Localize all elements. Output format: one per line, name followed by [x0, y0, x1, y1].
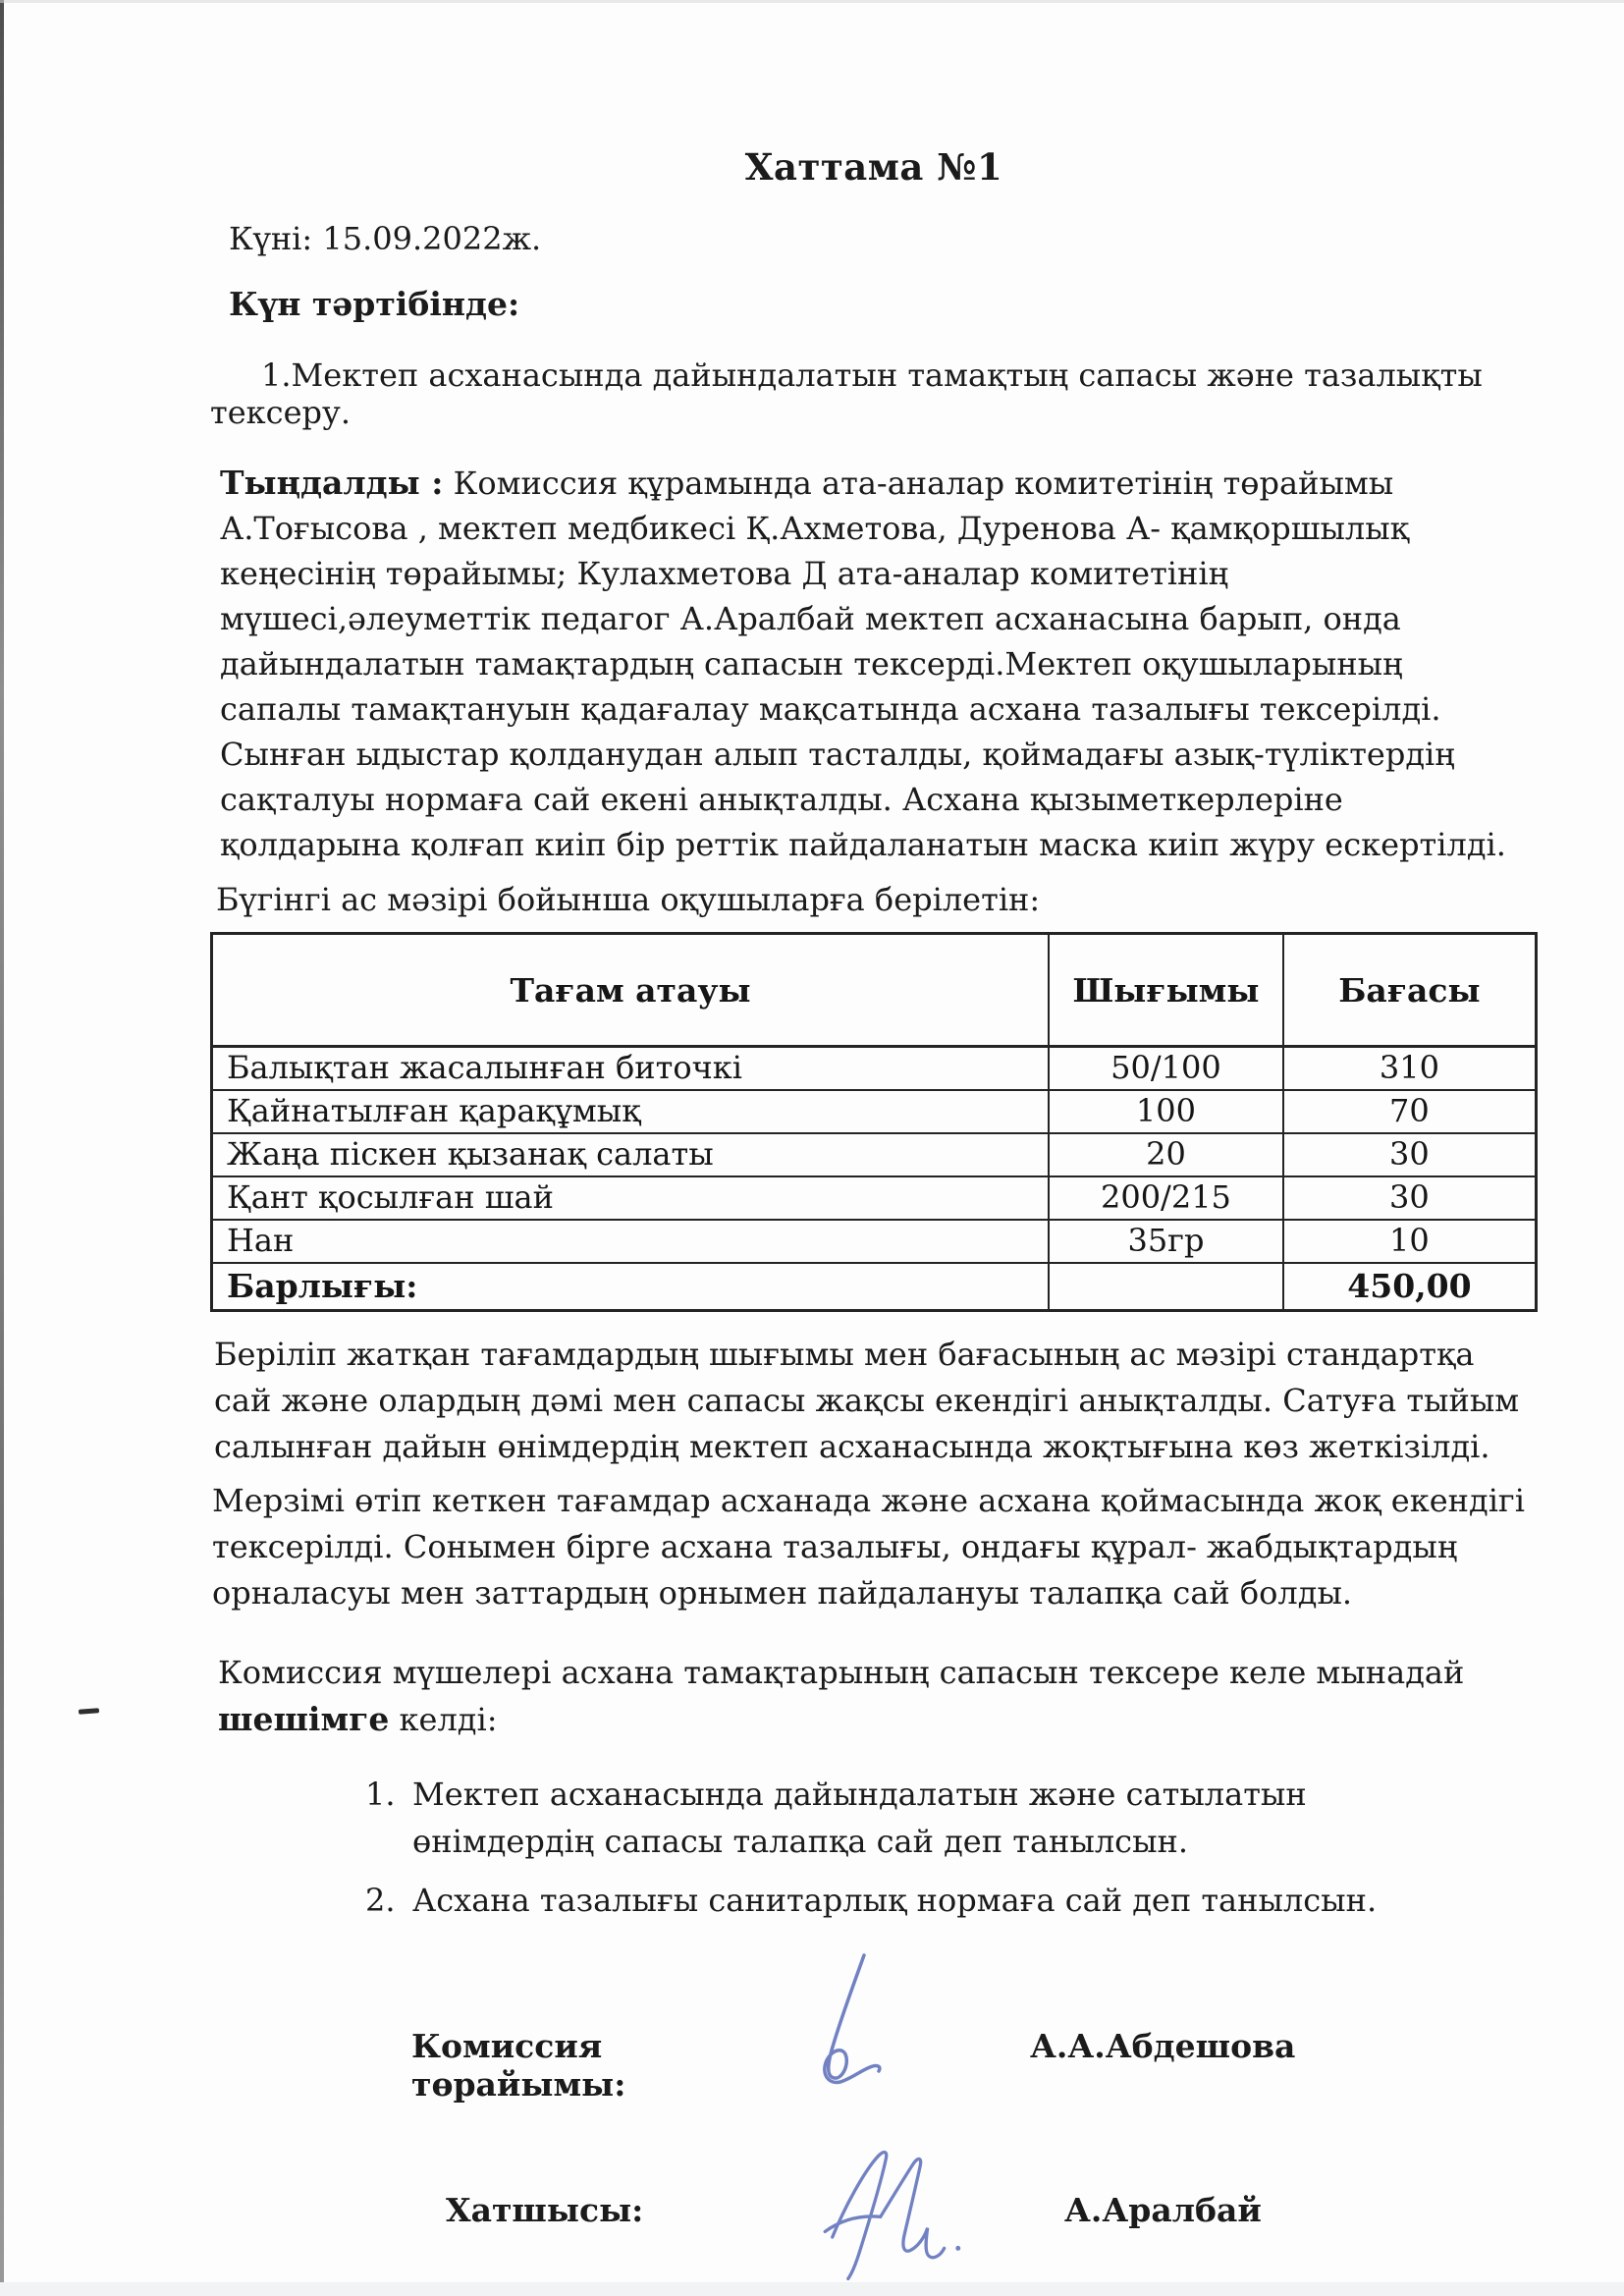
signature-stroke	[780, 1949, 907, 2097]
header-price: Бағасы	[1283, 934, 1537, 1047]
decision-intro-suffix: келді:	[399, 1701, 498, 1738]
signature-label: Комиссия төрайымы:	[411, 2027, 626, 2104]
list-item-text: Асхана тазалығы санитарлық нормаға сай деп танылсын.	[412, 1882, 1378, 1919]
dish-cell: Балықтан жасалынған биточкі	[212, 1047, 1050, 1091]
price-cell: 10	[1283, 1220, 1537, 1263]
header-output: Шығымы	[1049, 934, 1283, 1047]
decision-intro-bold: шешімге	[218, 1700, 390, 1738]
price-cell: 30	[1283, 1176, 1537, 1220]
menu-table	[210, 932, 1538, 1312]
price-cell: 310	[1283, 1047, 1537, 1091]
menu-intro: Бүгінгі ас мәзірі бойынша оқушыларға берілетін:	[216, 881, 1041, 918]
handwritten-signature-icon	[745, 2018, 1030, 2057]
output-cell: 20	[1049, 1133, 1283, 1176]
decision-intro-prefix: Комиссия мүшелері асхана тамақтарының сапасын тексере келе мынадай	[218, 1654, 1465, 1691]
signature-label: Хатшысы:	[446, 2191, 644, 2229]
agenda-heading: Күн тәртібінде:	[229, 285, 520, 323]
decision-intro	[218, 1650, 1530, 1743]
heard-text: Комиссия құрамында ата-аналар комитетінің төрайымы А.Тоғысова , мектеп медбикесі Қ.Ахметова, Дуренова А- қамқоршылық кеңесінің төрайымы; Кулахметова Д ата-аналар комитетінің мүшесі,әлеуметтік педагог А.Аралбай мектеп асханасына барып, онда дайындалатын тамақтардың сапасын тексерді.Мектеп оқушыларының сапалы тамақтануын қадағалау мақсатында асхана тазалығы тексерілді. Сынған ыдыстар қолданудан алып тасталды, қоймадағы азық-түліктердің сақталуы нормаға сай екені анықталды. Асхана қызыметкерлеріне қолдарына қолғап киіп бір реттік пайдаланатын маска киіп жүру ескертілді.	[220, 465, 1506, 863]
price-cell: 70	[1283, 1090, 1537, 1133]
total-price-cell: 450,00	[1283, 1263, 1537, 1311]
signature-row-secretary	[446, 2182, 1538, 2229]
table-row	[212, 1090, 1537, 1133]
scan-left-edge-artifact	[0, 0, 4, 2296]
list-item	[365, 1877, 1538, 1924]
menu-table-header	[212, 934, 1537, 1047]
scan-bottom-edge-artifact	[0, 2282, 1624, 2296]
decision-list	[210, 1771, 1538, 1924]
signature-name: А.Аралбай	[1064, 2191, 1262, 2229]
findings-paragraph-expiry: Мерзімі өтіп кеткен тағамдар асханада және асхана қоймасында жоқ екендігі тексерілді. Сонымен бірге асхана тазалығы, ондағы құрал- жабдықтардың орналасуы мен заттардың орнымен пайдалануы талапқа сай болды.	[212, 1482, 1525, 1612]
table-row	[212, 1220, 1537, 1263]
output-cell: 100	[1049, 1090, 1283, 1133]
output-cell: 200/215	[1049, 1176, 1283, 1220]
agenda-item: 1.Мектеп асханасында дайындалатын тамақтың сапасы және тазалықты тексеру.	[210, 356, 1483, 431]
output-cell: 50/100	[1049, 1047, 1283, 1091]
list-item-text: Мектеп асханасында дайындалатын және сатылатын өнімдердің сапасы талапқа сай деп танылсын.	[412, 1776, 1307, 1860]
header-dish: Тағам атауы	[212, 934, 1050, 1047]
table-row	[212, 1133, 1537, 1176]
total-output-cell	[1049, 1263, 1283, 1311]
table-row	[212, 1176, 1537, 1220]
handwritten-signature-icon	[780, 2182, 1064, 2221]
dish-cell: Нан	[212, 1220, 1050, 1263]
dish-cell: Жаңа піскен қызанақ салаты	[212, 1133, 1050, 1176]
heard-label: Тыңдалды :	[220, 464, 444, 502]
heard-paragraph	[220, 461, 1532, 867]
signature-row-chairwoman	[411, 2018, 1538, 2104]
table-total-row	[212, 1263, 1537, 1311]
list-item-number: 2.	[365, 1882, 396, 1919]
margin-dash-artifact	[79, 1708, 99, 1714]
signature-name: А.А.Абдешова	[1030, 2027, 1296, 2065]
list-item-number: 1.	[365, 1776, 396, 1813]
signature-stroke	[814, 2128, 1001, 2285]
date-line: Күні: 15.09.2022ж.	[229, 220, 542, 257]
dish-cell: Қайнатылған қарақұмық	[212, 1090, 1050, 1133]
table-row	[212, 1047, 1537, 1091]
dish-cell: Қант қосылған шай	[212, 1176, 1050, 1220]
total-label-cell: Барлығы:	[212, 1263, 1050, 1311]
findings-paragraph-quality: Беріліп жатқан тағамдардың шығымы мен бағасының ас мәзірі стандартқа сай және олардың дәмі мен сапасы жақсы екендігі анықталды. Сатуға тыйым салынған дайын өнімдердің мектеп асханасында жоқтығына көз жеткізілді.	[214, 1336, 1520, 1465]
price-cell: 30	[1283, 1133, 1537, 1176]
document-title: Хаттама №1	[744, 145, 1003, 189]
output-cell: 35гр	[1049, 1220, 1283, 1263]
document-content	[210, 0, 1538, 2229]
list-item	[365, 1771, 1538, 1865]
